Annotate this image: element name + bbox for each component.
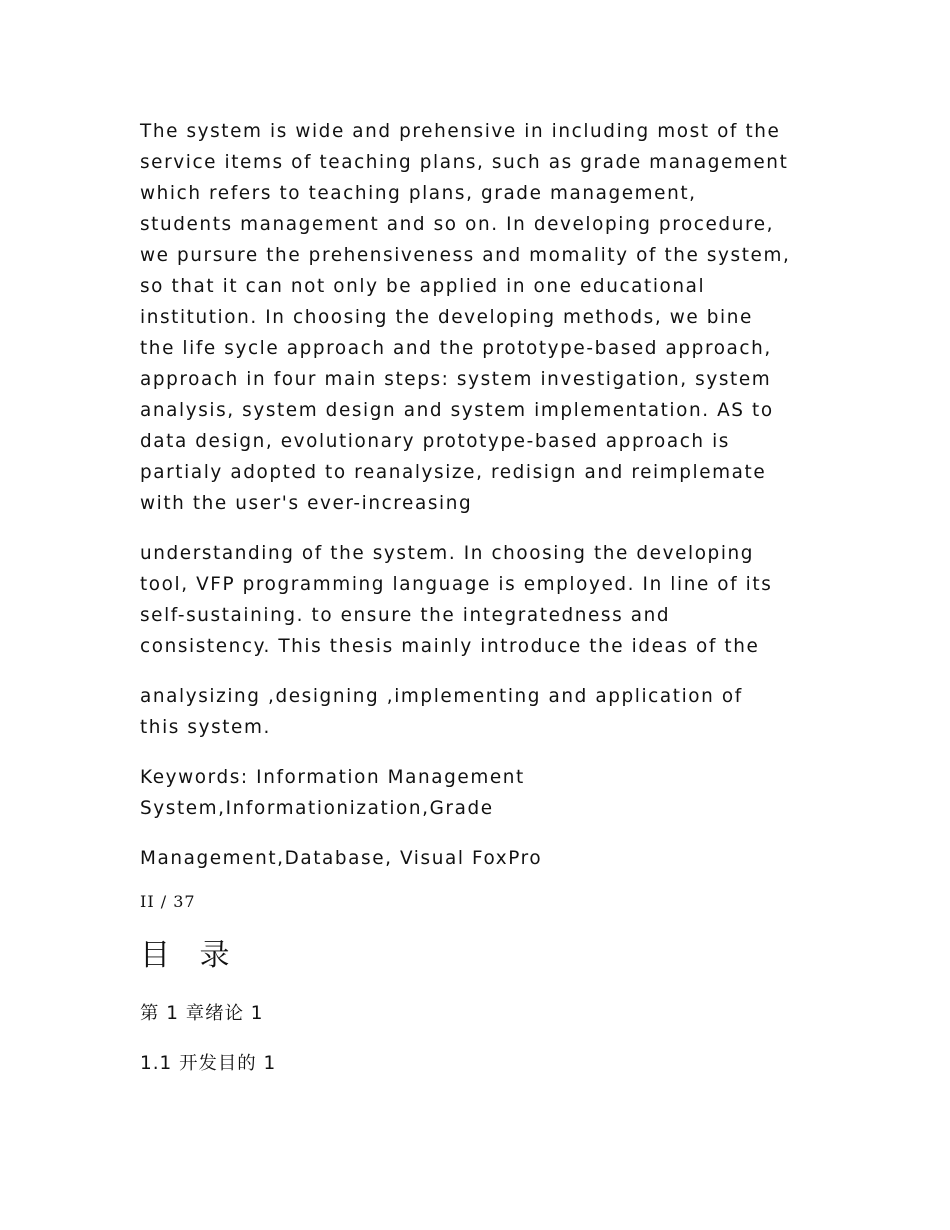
text-line: service items of teaching plans, such as grade management — [140, 152, 789, 173]
text-line: analysis, system design and system implementation. AS to — [140, 400, 774, 421]
keywords-continued — [140, 843, 840, 874]
text-line: tool, VFP programming language is employed. In line of its — [140, 574, 773, 595]
text-line: Management,Database, Visual FoxPro — [140, 848, 543, 869]
document-page — [140, 116, 840, 1078]
text-line: this system. — [140, 717, 271, 738]
text-line: partialy adopted to reanalysize, redisign and reimplemate — [140, 462, 767, 483]
toc-item: 1.1 开发目的 1 — [140, 1053, 277, 1074]
text-line: Keywords: Information Management — [140, 767, 525, 788]
abstract-paragraph-2 — [140, 538, 840, 662]
page-number: II / 37 — [140, 892, 196, 911]
text-line: we pursure the prehensiveness and momality of the system, — [140, 245, 791, 266]
toc-title: 目 录 — [140, 938, 240, 973]
abstract-paragraph-3 — [140, 681, 840, 743]
keywords-paragraph — [140, 762, 840, 824]
text-line: approach in four main steps: system investigation, system — [140, 369, 772, 390]
text-line: System,Informationization,Grade — [140, 798, 494, 819]
text-line: so that it can not only be applied in one educational — [140, 276, 706, 297]
text-line: consistency. This thesis mainly introduce the ideas of the — [140, 636, 760, 657]
text-line: The system is wide and prehensive in including most of the — [140, 121, 781, 142]
abstract-paragraph-1 — [140, 116, 840, 519]
text-line: analysizing ,designing ,implementing and application of — [140, 686, 743, 707]
text-line: self-sustaining. to ensure the integratedness and — [140, 605, 671, 626]
text-line: with the user's ever-increasing — [140, 493, 473, 514]
text-line: which refers to teaching plans, grade management, — [140, 183, 697, 204]
text-line: institution. In choosing the developing methods, we bine — [140, 307, 753, 328]
text-line: the life sycle approach and the prototype-based approach, — [140, 338, 772, 359]
toc-item: 第 1 章绪论 1 — [140, 1003, 264, 1024]
text-line: data design, evolutionary prototype-based approach is — [140, 431, 730, 452]
text-line: students management and so on. In developing procedure, — [140, 214, 775, 235]
text-line: understanding of the system. In choosing the developing — [140, 543, 755, 564]
